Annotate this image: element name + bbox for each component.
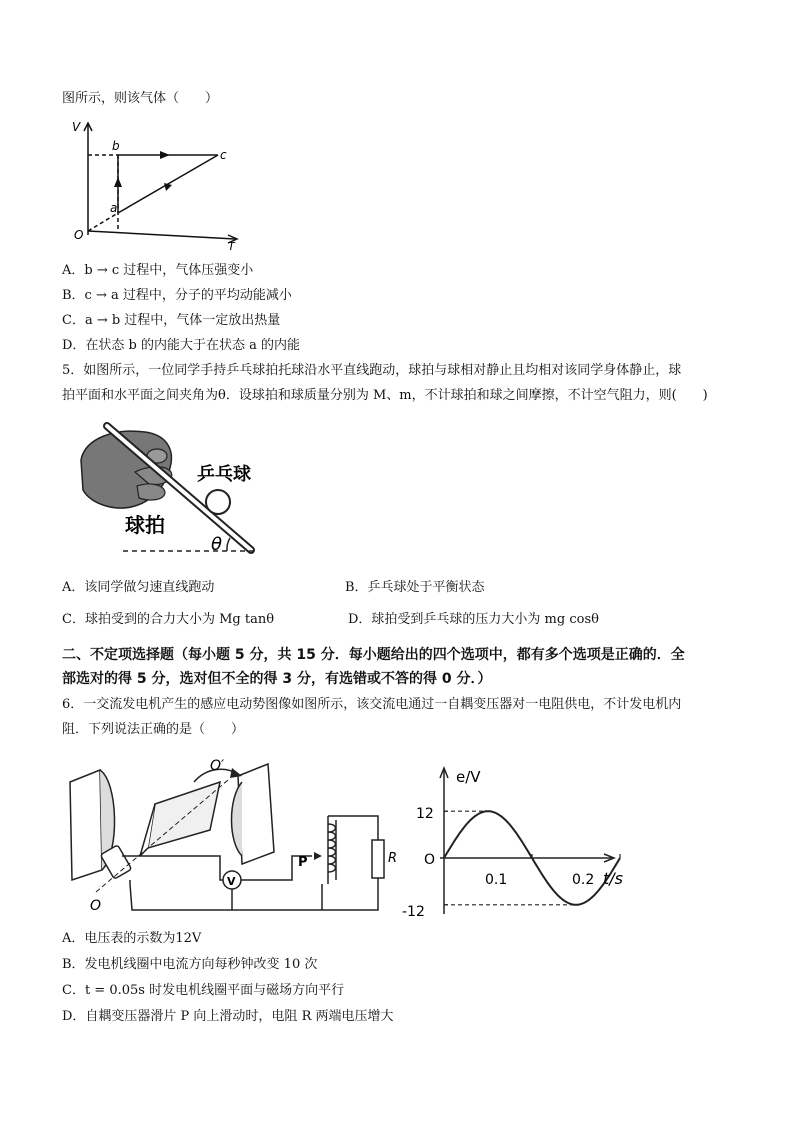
section2-heading-line2: 部选对的得 5 分，选对但不全的得 3 分，有选错或不答的得 0 分．） bbox=[62, 671, 492, 687]
q5-stem-line1: 5．如图所示，一位同学手持乒乓球拍托球沿水平直线跑动，球拍与球相对静止且均相对该同学身体静止，球 bbox=[62, 363, 682, 378]
origin-label: O bbox=[424, 852, 436, 868]
q6-option-d: D．自耦变压器滑片 P 向上滑动时，电阻 R 两端电压增大 bbox=[62, 1009, 394, 1024]
q4-option-b: B．c → a 过程中，分子的平均动能减小 bbox=[62, 288, 292, 303]
q6-option-b: B．发电机线圈中电流方向每秒钟改变 10 次 bbox=[62, 957, 318, 972]
x-tick-0-2: 0.2 bbox=[572, 872, 595, 888]
q4-option-a: A．b → c 过程中，气体压强变小 bbox=[62, 263, 254, 278]
generator-circuit-figure bbox=[60, 752, 400, 917]
q4-stem-tail: 图所示，则该气体（ ） bbox=[62, 91, 219, 106]
q6-stem-line1: 6．一交流发电机产生的感应电动势图像如图所示，该交流电通过一自耦变压器对一电阻供电，不计发电机内 bbox=[62, 697, 682, 712]
ca-arrow bbox=[164, 183, 172, 191]
y-axis-label: e/V bbox=[456, 768, 481, 786]
paddle-figure bbox=[75, 420, 285, 565]
angle-theta-label: θ bbox=[211, 534, 223, 555]
ping-pong-ball-label: 乒乓球 bbox=[197, 464, 251, 485]
q6-option-a: A．电压表的示数为12V bbox=[62, 931, 202, 946]
t-axis-label: T bbox=[228, 240, 235, 250]
y-tick-neg12: -12 bbox=[402, 904, 425, 920]
x-tick-0-1: 0.1 bbox=[485, 872, 508, 888]
q4-option-d: D．在状态 b 的内能大于在状态 a 的内能 bbox=[62, 338, 301, 353]
q4-option-c: C．a → b 过程中，气体一定放出热量 bbox=[62, 313, 281, 328]
q6-stem-line2: 阻．下列说法正确的是（ ） bbox=[62, 722, 245, 737]
ping-pong-ball bbox=[206, 490, 230, 514]
y-tick-12: 12 bbox=[416, 806, 434, 822]
o-a-dash bbox=[88, 213, 118, 231]
right-magnet bbox=[238, 764, 274, 864]
x-axis-label: t/s bbox=[603, 869, 623, 888]
slider-p-arrow bbox=[314, 852, 322, 860]
autotransformer bbox=[328, 816, 336, 884]
q5-option-b: B．乒乓球处于平衡状态 bbox=[345, 580, 485, 595]
slider-p-label: P bbox=[298, 855, 308, 870]
voltmeter-label: V bbox=[227, 875, 236, 888]
q5-option-d: D．球拍受到乒乓球的压力大小为 mg cosθ bbox=[348, 612, 599, 627]
q5-option-a: A．该同学做匀速直线跑动 bbox=[62, 580, 215, 595]
paddle-label: 球拍 bbox=[125, 513, 165, 537]
q5-stem-line2: 拍平面和水平面之间夹角为θ．设球拍和球质量分别为 M、m，不计球拍和球之间摩擦，不计空气阻力，则( ) bbox=[62, 388, 708, 403]
v-axis-label: V bbox=[72, 120, 81, 134]
resistor bbox=[372, 840, 384, 878]
origin-label: O bbox=[74, 228, 84, 242]
bc-arrow bbox=[160, 151, 170, 159]
axis-o-label: O bbox=[90, 898, 102, 914]
emf-chart bbox=[392, 762, 632, 922]
vt-graph bbox=[60, 115, 250, 250]
ab-arrow bbox=[114, 177, 122, 187]
angle-arc bbox=[227, 538, 230, 551]
point-b-label: b bbox=[112, 139, 120, 153]
q5-option-c: C．球拍受到的合力大小为 Mg tanθ bbox=[62, 612, 275, 627]
left-magnet bbox=[70, 770, 102, 880]
section2-heading-line1: 二、不定项选择题（每小题 5 分，共 15 分．每小题给出的四个选项中，都有多个选项是正确的．全 bbox=[62, 647, 685, 663]
point-c-label: c bbox=[220, 148, 227, 162]
q6-option-c: C．t = 0.05s 时发电机线圈平面与磁场方向平行 bbox=[62, 983, 345, 998]
axis-o-prime-label: O′ bbox=[210, 758, 225, 774]
t-axis bbox=[88, 231, 235, 239]
resistor-label: R bbox=[388, 851, 398, 866]
point-a-label: a bbox=[110, 201, 118, 215]
